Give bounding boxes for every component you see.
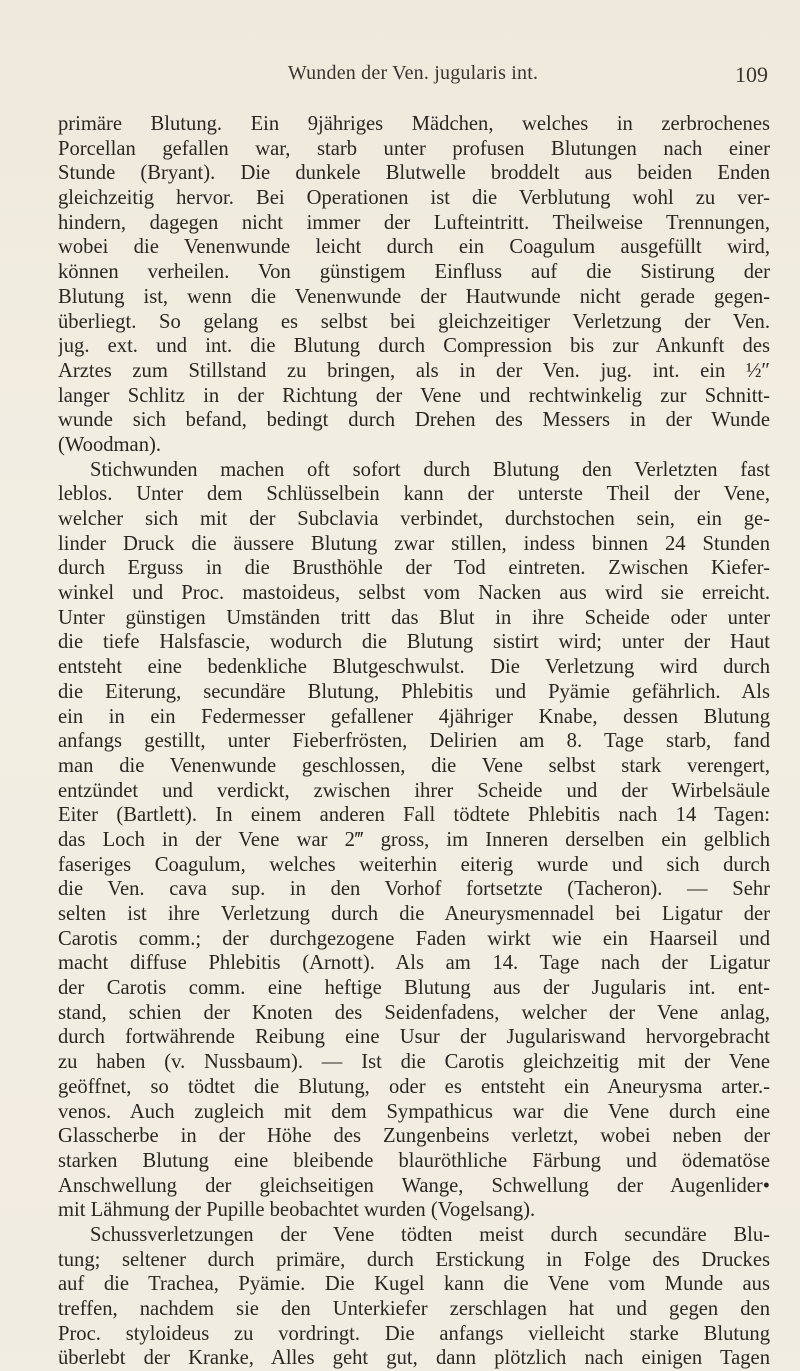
text-line: hindern, dagegen nicht immer der Lufteintritt. Theilweise Trennungen, <box>58 211 770 234</box>
text-line: faseriges Coagulum, welches weiterhin eiterig wurde und sich durch <box>58 853 770 876</box>
text-line: winkel und Proc. mastoideus, selbst vom Nacken aus wird sie erreicht. <box>58 582 770 605</box>
text-line: Schussverletzungen der Vene tödten meist durch secundäre Blu- <box>90 1223 770 1246</box>
body-text <box>58 112 770 1371</box>
text-line: Unter günstigen Umständen tritt das Blut in ihre Scheide oder unter <box>58 606 770 629</box>
text-line: die Ven. cava sup. in den Vorhof fortsetzte (Tacheron). — Sehr <box>58 878 770 901</box>
text-line: Carotis comm.; der durchgezogene Faden wirkt wie ein Haarseil und <box>58 927 770 950</box>
text-line: mit Lähmung der Pupille beobachtet wurden (Vogelsang). <box>58 1199 536 1222</box>
text-line: leblos. Unter dem Schlüsselbein kann der unterste Theil der Vene, <box>58 483 770 506</box>
text-line: starken Blutung eine bleibende blauröthliche Färbung und ödematöse <box>58 1149 770 1172</box>
text-line: durch fortwährende Reibung eine Usur der Jugulariswand hervorgebracht <box>58 1026 770 1049</box>
text-line: selten ist ihre Verletzung durch die Aneurysmennadel bei Ligatur der <box>58 903 770 925</box>
text-line: (Woodman). <box>58 433 161 456</box>
text-line: auf die Trachea, Pyämie. Die Kugel kann die Vene vom Munde aus <box>58 1273 770 1296</box>
text-line: tung; seltener durch primäre, durch Erstickung in Folge des Druckes <box>58 1248 770 1271</box>
text-line: Eiter (Bartlett). In einem anderen Fall tödtete Phlebitis nach 14 Tagen: <box>58 804 770 827</box>
text-line: anfangs gestillt, unter Fieberfrösten, Delirien am 8. Tage starb, fand <box>58 730 770 753</box>
running-head: Wunden der Ven. jugularis int. <box>287 62 539 84</box>
text-line: Stunde (Bryant). Die dunkele Blutwelle broddelt aus beiden Enden <box>58 162 770 185</box>
text-line: können verheilen. Von günstigem Einfluss auf die Sistirung der <box>58 261 770 284</box>
text-line: die Eiterung, secundäre Blutung, Phlebitis und Pyämie gefährlich. Als <box>58 680 770 703</box>
text-line: treffen, nachdem sie den Unterkiefer zerschlagen hat und gegen den <box>58 1298 770 1320</box>
text-line: das Loch in der Vene war 2‴ gross, im Inneren derselben ein gelblich <box>58 828 770 851</box>
text-line: Blutung ist, wenn die Venenwunde der Hautwunde nicht gerade gegen- <box>58 285 770 308</box>
text-line: linder Druck die äussere Blutung zwar stillen, indess binnen 24 Stunden <box>58 532 770 555</box>
text-line: Proc. styloideus zu vordringt. Die anfangs vielleicht starke Blutung <box>58 1322 770 1345</box>
text-line: entzündet und verdickt, zwischen ihrer Scheide und der Wirbelsäule <box>58 779 770 802</box>
text-line: langer Schlitz in der Richtung der Vene und rechtwinkelig zur Schnitt- <box>58 384 770 407</box>
text-line: geöffnet, so tödtet die Blutung, oder es entsteht ein Aneurysma arter.- <box>58 1075 770 1098</box>
text-line: stand, schien der Knoten des Seidenfadens, welcher der Vene anlag, <box>58 1001 770 1024</box>
text-line: ein in ein Federmesser gefallener 4jähriger Knabe, dessen Blutung <box>58 705 770 728</box>
text-line: venos. Auch zugleich mit dem Sympathicus war die Vene durch eine <box>58 1100 770 1123</box>
text-line: primäre Blutung. Ein 9jähriges Mädchen, welches in zerbrochenes <box>58 113 770 135</box>
text-line: gleichzeitig hervor. Bei Operationen ist die Verblutung wohl zu ver- <box>58 187 770 210</box>
text-line: überlebt der Kranke, Alles geht gut, dann plötzlich nach einigen Tagen <box>58 1347 770 1370</box>
text-line: die tiefe Halsfascie, wodurch die Blutung sistirt wird; unter der Haut <box>58 631 770 654</box>
text-line: wunde sich befand, bedingt durch Drehen des Messers in der Wunde <box>58 409 770 432</box>
text-line: wobei die Venenwunde leicht durch ein Coagulum ausgefüllt wird, <box>58 236 770 259</box>
page-header <box>58 62 768 92</box>
text-line: welcher sich mit der Subclavia verbindet, durchstochen sein, ein ge- <box>58 508 770 530</box>
text-line: durch Erguss in die Brusthöhle der Tod eintreten. Zwischen Kiefer- <box>58 557 770 580</box>
text-line: der Carotis comm. eine heftige Blutung aus der Jugularis int. ent- <box>58 977 770 1000</box>
text-line: man die Venenwunde geschlossen, die Vene selbst stark verengert, <box>58 754 770 777</box>
text-line: Porcellan gefallen war, starb unter profusen Blutungen nach einer <box>58 137 770 160</box>
text-line: jug. ext. und int. die Blutung durch Compression bis zur Ankunft des <box>58 335 770 358</box>
text-line: macht diffuse Phlebitis (Arnott). Als am 14. Tage nach der Ligatur <box>58 952 770 975</box>
text-line: Glasscherbe in der Höhe des Zungenbeins verletzt, wobei neben der <box>58 1125 770 1148</box>
text-line: Anschwellung der gleichseitigen Wange, Schwellung der Augenlider• <box>58 1174 770 1197</box>
text-line: überliegt. So gelang es selbst bei gleichzeitiger Verletzung der Ven. <box>58 310 770 333</box>
page-number: 109 <box>735 62 768 87</box>
text-line: Stichwunden machen oft sofort durch Blutung den Verletzten fast <box>90 458 770 481</box>
text-line: zu haben (v. Nussbaum). — Ist die Carotis gleichzeitig mit der Vene <box>58 1051 770 1074</box>
text-line: Arztes zum Stillstand zu bringen, als in der Ven. jug. int. ein ½″ <box>58 359 770 382</box>
text-line: entsteht eine bedenkliche Blutgeschwulst. Die Verletzung wird durch <box>58 656 770 679</box>
